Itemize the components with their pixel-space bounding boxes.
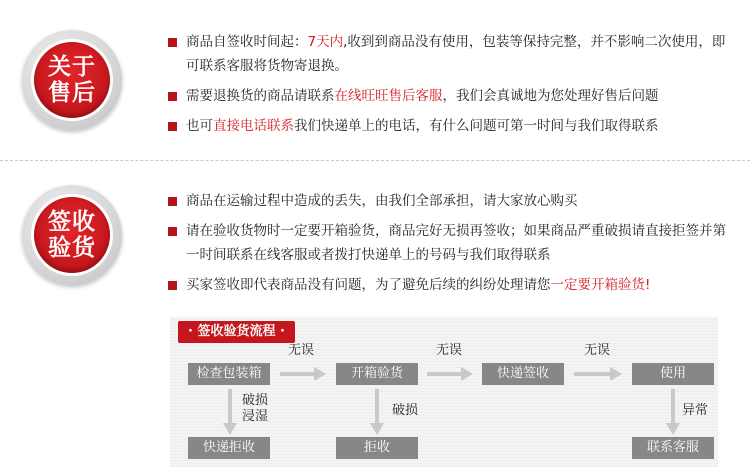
inspection-badge-line2: 验货: [48, 235, 96, 261]
flow-branch-label: 破损: [392, 403, 419, 418]
flow-result-contact-service: 联系客服: [632, 437, 714, 459]
down-arrow-icon: [223, 389, 237, 435]
right-arrow-icon: [427, 367, 473, 381]
flow-step-use: 使用: [632, 363, 714, 385]
flow-result-courier-reject: 快递拒收: [188, 437, 270, 459]
bullet-square-icon: [168, 122, 177, 131]
bullet-square-icon: [168, 197, 177, 206]
inspection-badge: [22, 185, 122, 285]
flow-result-reject: 拒收: [336, 437, 418, 459]
right-arrow-icon: [574, 367, 622, 381]
inspection-list: [168, 189, 738, 303]
bullet-square-icon: [168, 281, 177, 290]
flow-ok-label: 无误: [436, 343, 463, 358]
list-item: 商品自签收时间起：7天内,收到到商品没有使用，包装等保持完整，并不影响二次使用，即可联系客服将货物寄退换。: [168, 30, 738, 78]
section-divider: [0, 160, 750, 161]
flow-ok-label: 无误: [288, 343, 315, 358]
flow-step-courier-sign: 快递签收: [482, 363, 564, 385]
right-arrow-icon: [280, 367, 326, 381]
list-item: 需要退换货的商品请联系在线旺旺售后客服，我们会真诚地为您处理好售后问题: [168, 84, 738, 108]
inspection-flowchart: [170, 317, 718, 467]
inspection-section: [0, 163, 750, 470]
bullet-square-icon: [168, 38, 177, 47]
list-item: 商品在运输过程中造成的丢失，由我们全部承担，请大家放心购买: [168, 189, 738, 213]
bullet-square-icon: [168, 227, 177, 236]
after-sales-section: [0, 0, 750, 160]
flow-step-open-inspect: 开箱验货: [336, 363, 418, 385]
down-arrow-icon: [370, 389, 384, 435]
flow-step-check-package: 检查包装箱: [188, 363, 270, 385]
inspection-badge-line1: 签收: [48, 209, 96, 235]
after-sales-badge-line2: 售后: [48, 80, 96, 106]
list-item: 买家签收即代表商品没有问题，为了避免后续的纠纷处理请您一定要开箱验货!: [168, 273, 738, 297]
list-item: 也可直接电话联系我们快递单上的电话，有什么问题可第一时间与我们取得联系: [168, 114, 738, 138]
bullet-square-icon: [168, 92, 177, 101]
flow-branch-label: 破损浸湿: [242, 393, 269, 424]
after-sales-badge: [22, 30, 122, 130]
after-sales-list: [168, 30, 738, 144]
after-sales-badge-line1: 关于: [48, 54, 96, 80]
list-item: 请在验收货物时一定要开箱验货，商品完好无损再签收；如果商品严重破损请直接拒签并第一时间联系在线客服或者拨打快递单上的号码与我们取得联系: [168, 219, 738, 267]
down-arrow-icon: [666, 389, 680, 435]
flowchart-title: · 签收验货流程 ·: [178, 321, 295, 343]
flow-ok-label: 无误: [584, 343, 611, 358]
flow-branch-label: 异常: [682, 403, 709, 418]
